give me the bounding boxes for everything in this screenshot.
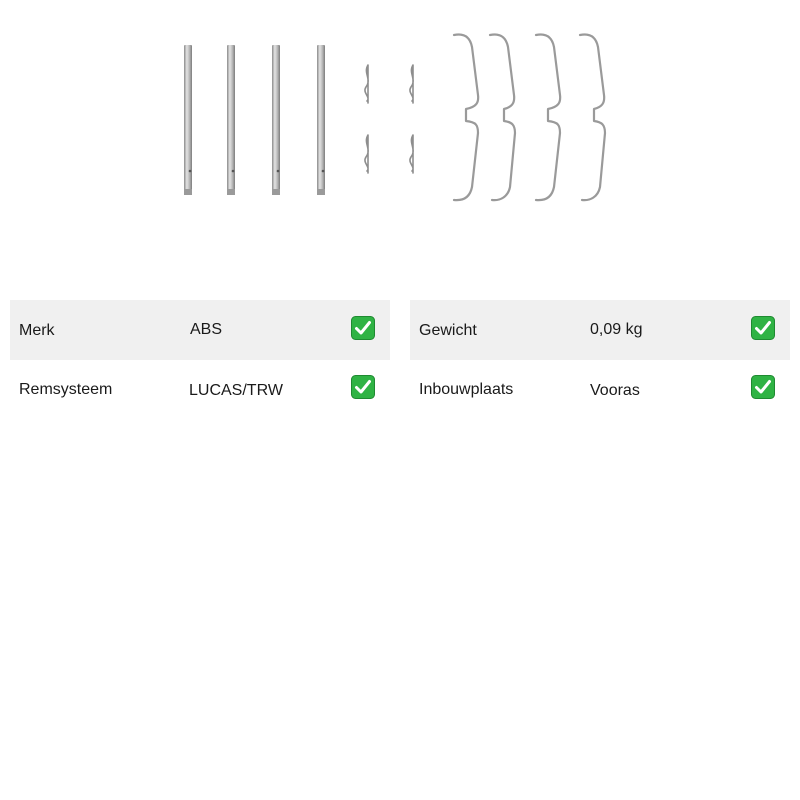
guide-pin-3 [272,45,280,195]
spec-label: Inbouwplaats [419,381,514,398]
check-mark-button-icon [751,316,775,340]
specs-table [10,300,790,420]
check-mark-button-icon [351,316,375,340]
anti-rattle-spring-1 [454,35,478,201]
specs-column-right [410,300,790,420]
anti-rattle-spring-3 [536,35,560,201]
anti-rattle-spring-2 [490,35,515,201]
guide-pin-1 [184,45,192,195]
spec-label: Remsysteem [19,381,113,398]
guide-pin-4 [317,45,325,195]
spec-row-mounting-position [410,360,790,420]
spec-row-brand [10,300,390,360]
check-mark-button-icon [351,375,375,399]
spec-value: LUCAS/TRW [189,382,283,399]
r-clip-3 [365,135,368,173]
r-clip-2 [410,65,413,103]
r-clip-4 [410,135,413,173]
guide-pin-2 [227,45,235,195]
check-mark-button-icon [751,375,775,399]
spec-value: 0,09 kg [590,321,643,338]
r-clip-1 [365,65,368,103]
product-image [170,25,630,210]
spec-value: ABS [190,321,223,338]
specs-column-left [10,300,390,420]
spec-value: Vooras [590,382,640,399]
spec-label: Gewicht [419,322,477,339]
spec-label: Merk [19,322,55,339]
spec-row-weight [410,300,790,360]
anti-rattle-spring-4 [580,35,605,201]
spec-row-brake-system [10,360,390,420]
